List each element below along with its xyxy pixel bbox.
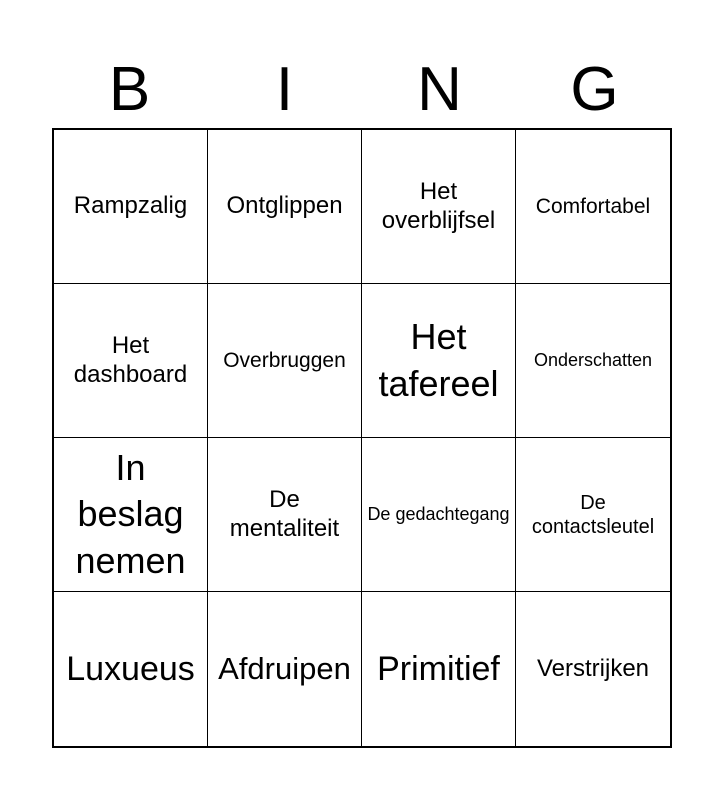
bingo-cell[interactable]: De contactsleutel <box>516 438 670 592</box>
bingo-cell[interactable]: Luxueus <box>54 592 208 746</box>
bingo-cell[interactable]: De mentaliteit <box>208 438 362 592</box>
bingo-cell[interactable]: In beslag nemen <box>54 438 208 592</box>
bingo-cell[interactable]: De gedachtegang <box>362 438 516 592</box>
bingo-cell[interactable]: Het overblijfsel <box>362 130 516 284</box>
bingo-cell[interactable]: Overbruggen <box>208 284 362 438</box>
bingo-cell[interactable]: Ontglippen <box>208 130 362 284</box>
bingo-cell[interactable]: Verstrijken <box>536 654 650 682</box>
bingo-cell[interactable]: Comfortabel <box>516 130 670 284</box>
header-letter-n: N <box>417 55 462 124</box>
bingo-header <box>52 52 672 128</box>
bingo-cell[interactable]: Het dashboard <box>54 284 208 438</box>
bingo-cell[interactable]: Primitief <box>362 592 516 746</box>
bingo-cell[interactable]: Rampzalig <box>54 130 208 284</box>
bingo-cell[interactable]: Afdruipen <box>208 592 362 746</box>
header-letter-i: I <box>275 55 294 124</box>
bingo-cell[interactable]: Onderschatten <box>516 284 670 438</box>
bingo-cell[interactable]: Het tafereel <box>362 284 516 438</box>
bingo-board <box>52 128 672 748</box>
header-letter-b: B <box>108 55 151 124</box>
header-letter-g: G <box>570 55 619 124</box>
